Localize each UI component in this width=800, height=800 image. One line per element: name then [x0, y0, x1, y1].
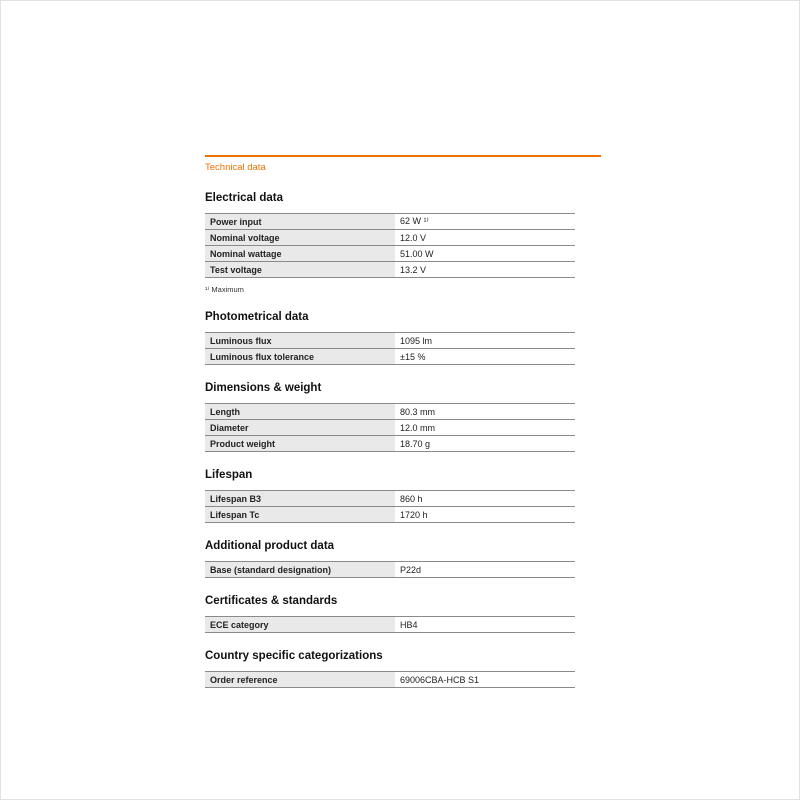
section-additional-product-data	[205, 540, 601, 578]
section-lifespan	[205, 469, 601, 523]
table-row	[205, 435, 575, 451]
lifespan-table	[205, 490, 575, 523]
section-country-specific-categorizations	[205, 650, 601, 688]
section-title: Lifespan	[205, 469, 253, 481]
country-specific-table	[205, 671, 575, 688]
row-label: ECE category	[205, 617, 395, 632]
row-label: Length	[205, 404, 395, 419]
row-label: Lifespan Tc	[205, 507, 395, 522]
section-dimensions-weight	[205, 382, 601, 452]
row-label: Luminous flux tolerance	[205, 349, 395, 364]
additional-product-data-table	[205, 561, 575, 578]
technical-data-label: Technical data	[205, 162, 266, 173]
section-title: Electrical data	[205, 192, 283, 204]
row-label: Luminous flux	[205, 333, 395, 348]
row-value: 12.0 mm	[395, 420, 575, 435]
section-title: Country specific categorizations	[205, 650, 383, 662]
dimensions-weight-table	[205, 403, 575, 452]
table-row	[205, 616, 575, 632]
footnote-maximum: ¹⁾ Maximum	[205, 285, 244, 294]
table-row	[205, 671, 575, 687]
certificates-standards-table	[205, 616, 575, 633]
section-title: Certificates & standards	[205, 595, 338, 607]
row-value: 12.0 V	[395, 230, 575, 245]
row-value: ±15 %	[395, 349, 575, 364]
row-label: Diameter	[205, 420, 395, 435]
table-row	[205, 213, 575, 229]
electrical-data-table	[205, 213, 575, 278]
row-label: Nominal wattage	[205, 246, 395, 261]
row-value: HB4	[395, 617, 575, 632]
table-row	[205, 245, 575, 261]
row-label: Test voltage	[205, 262, 395, 277]
row-value: 1095 lm	[395, 333, 575, 348]
section-electrical-data	[205, 192, 601, 294]
section-title: Additional product data	[205, 540, 335, 552]
table-row	[205, 261, 575, 277]
row-label: Order reference	[205, 672, 395, 687]
row-value: 80.3 mm	[395, 404, 575, 419]
table-row	[205, 332, 575, 348]
row-label: Lifespan B3	[205, 491, 395, 506]
photometrical-data-table	[205, 332, 575, 365]
table-row	[205, 419, 575, 435]
row-value: 18.70 g	[395, 436, 575, 451]
row-label: Nominal voltage	[205, 230, 395, 245]
table-row	[205, 229, 575, 245]
row-value: 69006CBA-HCB S1	[395, 672, 575, 687]
row-value: P22d	[395, 562, 575, 577]
section-title: Photometrical data	[205, 311, 309, 323]
section-certificates-standards	[205, 595, 601, 633]
technical-data-sheet	[205, 155, 601, 688]
row-value: 13.2 V	[395, 262, 575, 277]
table-row	[205, 403, 575, 419]
row-value: 51.00 W	[395, 246, 575, 261]
row-value: 1720 h	[395, 507, 575, 522]
row-value: 62 W ¹⁾	[395, 214, 575, 229]
table-row	[205, 506, 575, 522]
row-label: Base (standard designation)	[205, 562, 395, 577]
row-label: Product weight	[205, 436, 395, 451]
section-photometrical-data	[205, 311, 601, 365]
table-row	[205, 490, 575, 506]
row-value: 860 h	[395, 491, 575, 506]
table-row	[205, 561, 575, 577]
section-title: Dimensions & weight	[205, 382, 322, 394]
table-row	[205, 348, 575, 364]
row-label: Power input	[205, 214, 395, 229]
